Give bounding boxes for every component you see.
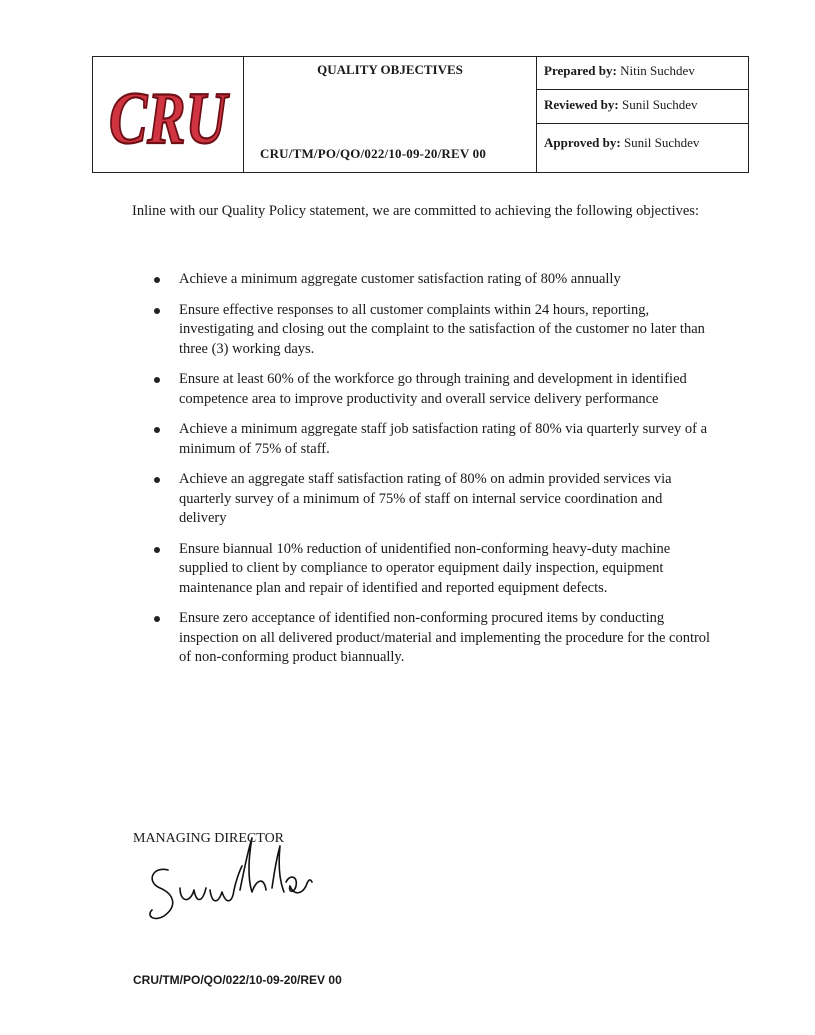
bullet-icon bbox=[154, 547, 160, 553]
approval-cell bbox=[537, 57, 748, 172]
objective-text: Ensure biannual 10% reduction of unidentified non-conforming heavy-duty machine supplied to client by compliance to operator equipment daily inspection, equipment maintenance plan and repair of identified and reported equipment defects. bbox=[179, 540, 671, 596]
prepared-by-label: Prepared by: bbox=[544, 63, 617, 78]
document-title: QUALITY OBJECTIVES bbox=[317, 62, 463, 77]
company-logo bbox=[93, 57, 241, 171]
bullet-icon bbox=[154, 427, 160, 433]
company-logo-cell bbox=[93, 57, 244, 172]
list-item bbox=[152, 609, 712, 668]
objective-text: Achieve an aggregate staff satisfaction rating of 80% on admin provided services via quarterly survey of a minimum of 75% of staff on internal service coordination and delivery bbox=[179, 471, 672, 526]
prepared-by-row bbox=[537, 57, 748, 90]
list-item bbox=[152, 470, 712, 529]
approved-by-label: Approved by: bbox=[544, 135, 621, 150]
objective-text: Ensure zero acceptance of identified non-conforming procured items by conducting inspection on all delivered product/material and implementing the procedure for the control of non-conforming product biannually. bbox=[179, 610, 711, 665]
bullet-icon bbox=[154, 477, 160, 483]
document-code: CRU/TM/PO/QO/022/10-09-20/REV 00 bbox=[260, 146, 487, 161]
approved-by-name: Sunil Suchdev bbox=[623, 135, 700, 150]
list-item bbox=[152, 420, 712, 459]
objective-text: Ensure at least 60% of the workforce go through training and development in identified competence area to improve productivity and overall service delivery performance bbox=[179, 371, 687, 407]
reviewed-by-name: Sunil Suchdev bbox=[622, 97, 698, 112]
bullet-icon bbox=[154, 277, 160, 283]
reviewed-by-row bbox=[537, 90, 748, 124]
list-item bbox=[152, 540, 712, 599]
objectives-list bbox=[152, 270, 712, 679]
approved-by-row bbox=[537, 124, 748, 172]
document-header bbox=[92, 56, 749, 173]
list-item bbox=[152, 370, 712, 409]
prepared-by-name: Nitin Suchdev bbox=[620, 63, 695, 78]
list-item bbox=[152, 301, 712, 360]
objective-text: Ensure effective responses to all customer complaints within 24 hours, reporting, investigating and closing out the complaint to the satisfaction of the customer no later than three (3) working days. bbox=[179, 301, 705, 357]
footer-document-code: CRU/TM/PO/QO/022/10-09-20/REV 00 bbox=[133, 973, 342, 987]
objective-text: Achieve a minimum aggregate staff job satisfaction rating of 80% via quarterly survey of a minimum of 75% of staff. bbox=[179, 421, 708, 457]
bullet-icon bbox=[154, 308, 160, 314]
logo-text: CRU bbox=[109, 78, 230, 160]
list-item bbox=[152, 270, 712, 290]
intro-paragraph: Inline with our Quality Policy statement, we are committed to achieving the following objectives: bbox=[132, 203, 699, 219]
managing-director-label: MANAGING DIRECTOR bbox=[133, 831, 285, 846]
reviewed-by-label: Reviewed by: bbox=[544, 97, 619, 112]
signature-image bbox=[140, 830, 315, 925]
title-cell bbox=[244, 57, 537, 172]
bullet-icon bbox=[154, 377, 160, 383]
objective-text: Achieve a minimum aggregate customer satisfaction rating of 80% annually bbox=[179, 271, 621, 287]
bullet-icon bbox=[154, 616, 160, 622]
